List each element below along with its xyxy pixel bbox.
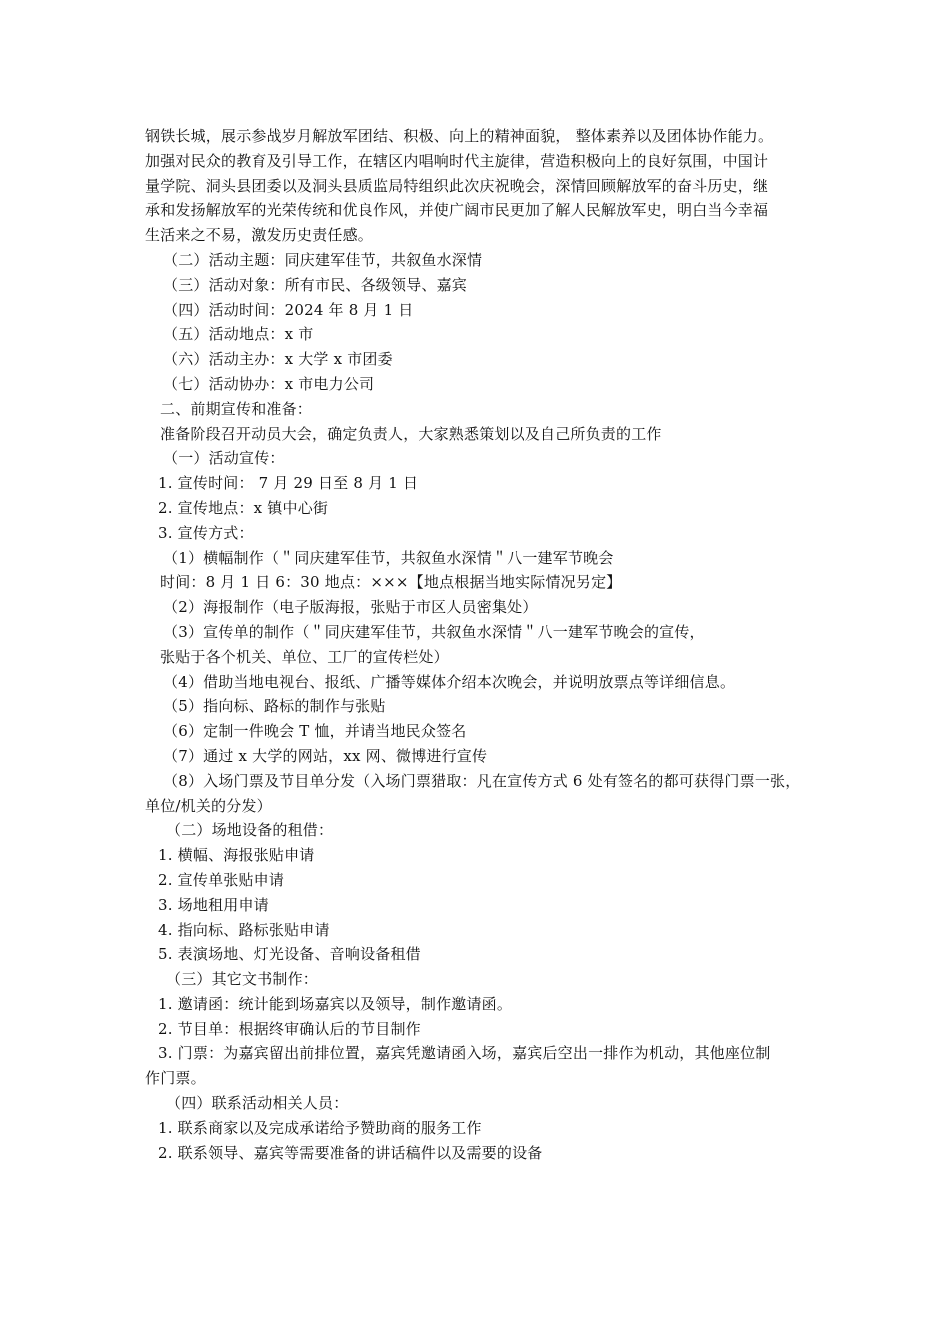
activity-organizer: （六）活动主办：x 大学 x 市团委 [163,350,393,369]
list-item: 2. 节目单：根据终审确认后的节目制作 [158,1019,421,1038]
list-item: （6）定制一件晚会 T 恤，并请当地民众签名 [163,722,467,741]
list-item: 2. 联系领导、嘉宾等需要准备的讲话稿件以及需要的设备 [158,1143,543,1162]
paragraph-line: 加强对民众的教育及引导工作，在辖区内唱响时代主旋律，营造积极向上的良好氛围，中国计 [145,151,769,170]
list-item: 4. 指向标、路标张贴申请 [158,920,330,939]
list-item: 1. 宣传时间： 7 月 29 日至 8 月 1 日 [158,474,419,493]
section-heading: 二、前期宣传和准备： [160,399,313,418]
list-item: 1. 横幅、海报张贴申请 [158,846,315,865]
list-item: （4）借助当地电视台、报纸、广播等媒体介绍本次晚会，并说明放票点等详细信息。 [163,672,736,691]
subsection-heading: （三）其它文书制作： [166,970,319,989]
list-item: （7）通过 x 大学的网站，xx 网、微博进行宣传 [163,746,488,765]
list-item: 1. 邀请函：统计能到场嘉宾以及领导，制作邀请函。 [158,994,513,1013]
list-item-continuation: 张贴于各个机关、单位、工厂的宣传栏处） [160,647,449,666]
list-item: 3. 宣传方式： [158,523,254,542]
list-item: （8）入场门票及节目单分发（入场门票猎取：凡在宣传方式 6 处有签名的都可获得门票一张， [163,771,801,790]
list-item: （5）指向标、路标的制作与张贴 [163,697,386,716]
list-item: 2. 宣传单张贴申请 [158,870,285,889]
list-item: （2）海报制作（电子版海报，张贴于市区人员密集处） [163,598,538,617]
paragraph-line: 量学院、洞头县团委以及洞头县质监局特组织此次庆祝晚会，深情回顾解放军的奋斗历史，继 [145,176,769,195]
list-item: （1）横幅制作（＂同庆建军佳节，共叙鱼水深情＂八一建军节晚会 [163,548,614,567]
activity-audience: （三）活动对象：所有市民、各级领导、嘉宾 [163,275,468,294]
list-item-continuation: 作门票。 [145,1069,206,1088]
paragraph-line: 钢铁长城，展示参战岁月解放军团结、积极、向上的精神面貌， 整体素养以及团体协作能力。 [145,127,774,145]
paragraph-line: 生活来之不易，激发历史责任感。 [145,226,374,245]
subsection-heading: （四）联系活动相关人员： [166,1094,349,1113]
activity-co-organizer: （七）活动协办：x 市电力公司 [163,374,375,393]
activity-theme: （二）活动主题：同庆建军佳节，共叙鱼水深情 [163,250,483,269]
activity-location: （五）活动地点：x 市 [163,325,314,344]
list-item: 2. 宣传地点：x 镇中心街 [158,498,329,517]
list-item: 1. 联系商家以及完成承诺给予赞助商的服务工作 [158,1118,482,1137]
list-item: 3. 门票：为嘉宾留出前排位置，嘉宾凭邀请函入场，嘉宾后空出一排作为机动，其他座位制 [158,1044,771,1063]
activity-time: （四）活动时间：2024 年 8 月 1 日 [163,300,414,319]
list-item: 3. 场地租用申请 [158,895,269,914]
paragraph-line: 承和发扬解放军的光荣传统和优良作风，并使广阔市民更加了解人民解放军史，明白当今幸福 [145,201,769,220]
subsection-heading: （二）场地设备的租借： [166,821,334,840]
document-page [0,124,950,1165]
list-item: 5. 表演场地、灯光设备、音响设备租借 [158,945,421,964]
list-item-continuation: 单位/机关的分发） [145,796,272,815]
list-item: （3）宣传单的制作（＂同庆建军佳节，共叙鱼水深情＂八一建军节晚会的宣传， [163,622,705,641]
list-item-continuation: 时间：8 月 1 日 6：30 地点：×××【地点根据当地实际情况另定】 [160,573,622,592]
subsection-heading: （一）活动宣传： [163,449,285,468]
paragraph-line: 准备阶段召开动员大会，确定负责人，大家熟悉策划以及自己所负责的工作 [160,424,662,443]
